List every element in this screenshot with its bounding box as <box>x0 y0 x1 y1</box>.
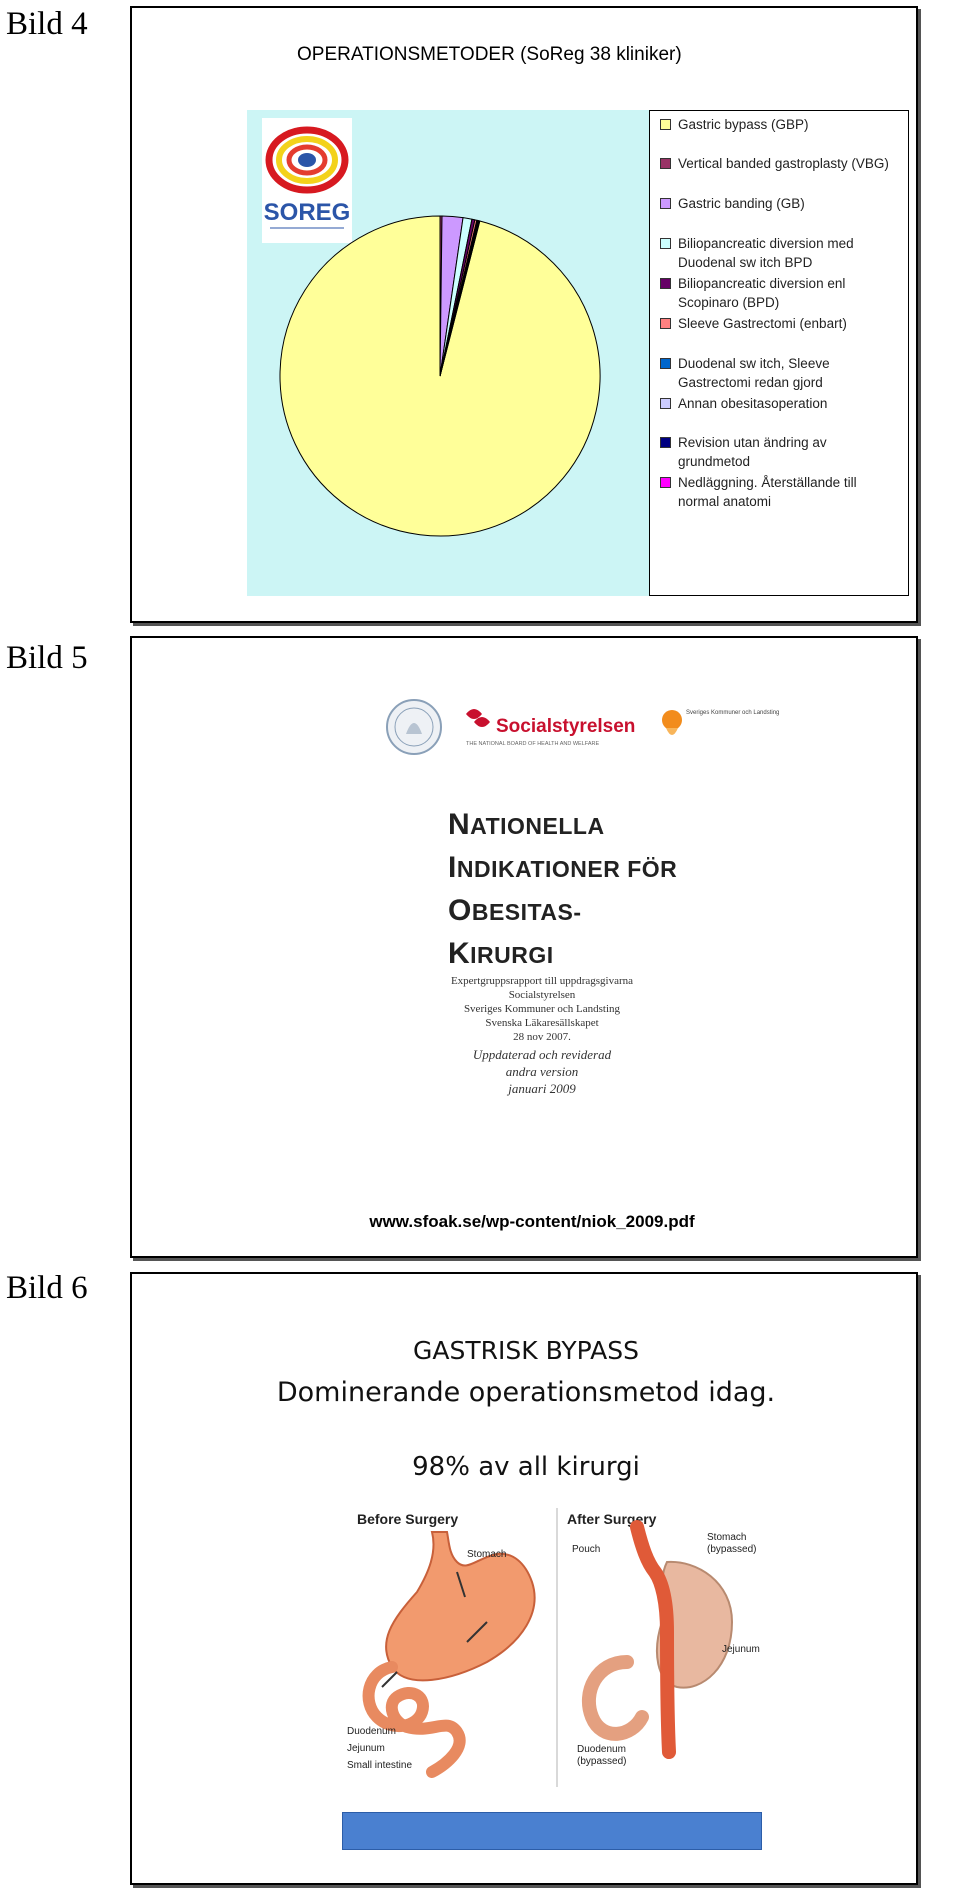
chart-title: OPERATIONSMETODER (SoReg 38 kliniker) <box>297 44 682 65</box>
surgery-illustration <box>337 1502 777 1792</box>
legend-swatch <box>660 198 671 209</box>
svg-text:Stomach: Stomach <box>707 1532 747 1543</box>
legend-item <box>660 354 900 392</box>
legend-swatch <box>660 437 671 448</box>
blue-bar <box>342 1812 762 1850</box>
slide-5 <box>130 636 918 1258</box>
legend-label: Gastric bypass (GBP) <box>678 117 809 132</box>
legend-swatch <box>660 477 671 488</box>
bild-5-label: Bild 5 <box>6 640 88 676</box>
legend-label: Duodenal sw itch, Sleeve Gastrectomi redan gjord <box>678 356 830 390</box>
slide-subtitle: Dominerande operationsmetod idag. <box>276 1377 776 1408</box>
svg-text:Stomach: Stomach <box>467 1549 507 1560</box>
bild-6-label: Bild 6 <box>6 1270 88 1306</box>
slide-4 <box>130 6 918 623</box>
seal-logo <box>387 700 441 754</box>
document-subtitle: Expertgruppsrapport till uppdragsgivarna Socialstyrelsen Sveriges Kommuner och Landsting Svenska Läkaresällskapet 28 nov 2007. <box>450 975 634 1043</box>
legend-item <box>660 274 900 312</box>
svg-text:THE NATIONAL BOARD OF HEALTH A: THE NATIONAL BOARD OF HEALTH AND WELFARE <box>466 741 600 747</box>
legend-swatch <box>660 158 671 169</box>
legend-swatch <box>660 119 671 130</box>
legend-item <box>660 115 900 134</box>
skl-logo <box>662 710 779 735</box>
document-version: Uppdaterad och reviderad andra version januari 2009 <box>472 1047 612 1096</box>
legend-item <box>660 154 900 173</box>
legend-swatch <box>660 318 671 329</box>
legend-item <box>660 194 900 213</box>
svg-text:Duodenum: Duodenum <box>347 1726 396 1737</box>
svg-text:Pouch: Pouch <box>572 1544 601 1555</box>
legend-label: Biliopancreatic diversion enl Scopinaro (BPD) <box>678 276 846 310</box>
legend-swatch <box>660 238 671 249</box>
legend-swatch <box>660 278 671 289</box>
soreg-logo-text: SOREG <box>263 199 351 226</box>
pie-chart <box>277 213 603 539</box>
legend-label: Annan obesitasoperation <box>678 396 828 411</box>
legend-label: Revision utan ändring av grundmetod <box>678 435 827 469</box>
legend-label: Sleeve Gastrectomi (enbart) <box>678 316 847 331</box>
legend-item <box>660 234 900 272</box>
legend-item <box>660 433 900 471</box>
socialstyrelsen-logo <box>466 709 635 747</box>
svg-text:Jejunum: Jejunum <box>722 1644 760 1655</box>
svg-text:Sveriges Kommuner och Landstin: Sveriges Kommuner och Landsting <box>686 710 780 716</box>
svg-text:Small intestine: Small intestine <box>347 1760 413 1771</box>
legend-item <box>660 473 900 511</box>
legend-label: Biliopancreatic diversion med Duodenal sw itch BPD <box>678 236 854 270</box>
legend-item <box>660 394 900 413</box>
legend-swatch <box>660 398 671 409</box>
svg-text:(bypassed): (bypassed) <box>707 1544 757 1555</box>
svg-text:Socialstyrelsen: Socialstyrelsen <box>496 716 636 737</box>
bild-4-label: Bild 4 <box>6 6 88 42</box>
percent-text: 98% av all kirurgi <box>412 1452 640 1482</box>
legend-label: Gastric banding (GB) <box>678 196 805 211</box>
legend-label: Vertical banded gastroplasty (VBG) <box>678 156 889 171</box>
svg-text:Jejunum: Jejunum <box>347 1743 385 1754</box>
document-title: NATIONELLA INDIKATIONER FÖR OBESITAS- KIRURGI <box>448 808 678 970</box>
svg-text:(bypassed): (bypassed) <box>577 1756 627 1767</box>
chart-legend <box>649 110 909 596</box>
svg-text:Duodenum: Duodenum <box>577 1744 626 1755</box>
slide-6 <box>130 1272 918 1885</box>
logos-row <box>384 694 780 764</box>
document-url: www.sfoak.se/wp-content/niok_2009.pdf <box>369 1212 695 1231</box>
before-surgery-label: Before Surgery <box>357 1511 459 1527</box>
after-surgery-label: After Surgery <box>567 1511 657 1527</box>
legend-label: Nedläggning. Återställande till normal anatomi <box>678 475 857 509</box>
slide-title: GASTRISK BYPASS <box>413 1336 639 1365</box>
legend-item <box>660 314 900 333</box>
legend-swatch <box>660 358 671 369</box>
